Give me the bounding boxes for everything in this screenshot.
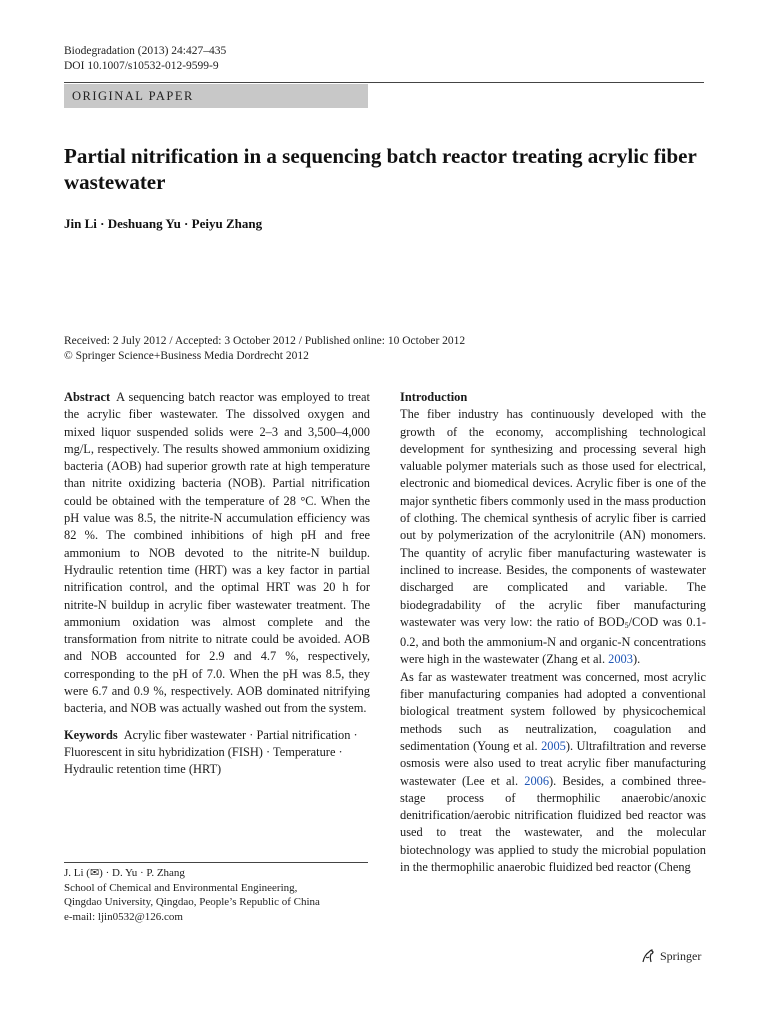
- right-column: [400, 389, 706, 876]
- abstract-text: A sequencing batch reactor was employed to treat the acrylic fiber wastewater. The dissolved oxygen and mixed liquor suspended solids were 2–3 and 3,500–4,000 mg/L, respectively. The results showed ammonium oxidizing bacteria (AOB) had superior growth rate at high temperature than nitrite oxidizing bacteria (NOB). Partial nitrification could be obtained with the temperature of 28 °C. When the pH value was 8.5, the nitrite-N accumulation efficiency was 82 %. The combined inhibitions of high pH and free ammonium to NOB devoted to the nitrite-N buildup. Hydraulic retention time (HRT) was a key factor in partial nitrification control, and the optimal HRT was 20 h for nitrite-N buildup in acrylic fiber wastewater treatment. The ammonium oxidation was almost complete and the transformation from nitrite to nitrate could be avoided. AOB and NOB accounted for 2.9 and 4.7 %, respectively, corresponding to the pH of 7.0. When the pH was 8.5, they were 6.7 and 0.9 %, respectively. AOB dominated nitrifying bacteria, and NOB was actually washed out from the system.: [64, 390, 370, 716]
- footnote-email[interactable]: e-mail: ljin0532@126.com: [64, 910, 183, 923]
- footnote-rule: [64, 862, 368, 863]
- footnote-authors: J. Li (✉) · D. Yu · P. Zhang: [64, 867, 185, 879]
- received-accepted-published: Received: 2 July 2012 / Accepted: 3 October 2012 / Published online: 10 October 2012: [64, 335, 466, 347]
- abstract-label: Abstract: [64, 390, 111, 404]
- article-title: Partial nitrification in a sequencing batch reactor treating acrylic fiber wastewater: [64, 144, 697, 194]
- springer-horse-icon: [640, 948, 656, 964]
- intro-p2c-text: ). Besides, a combined three-stage process of thermophilic anaerobic/anoxic denitrification/aerobic nitrification fluidized bed reactor was used to treat the wastewater, and the molecular biotechnology was applied to study the microbial population in the thermophilic anaerobic fluidized bed reactor (Cheng: [400, 773, 706, 875]
- journal-reference: [64, 44, 226, 74]
- journal-citation: Biodegradation (2013) 24:427–435: [64, 45, 227, 57]
- citation-link[interactable]: 2006: [524, 773, 550, 788]
- paper-type-banner: ORIGINAL PAPER: [64, 84, 368, 108]
- publisher-name: Springer: [660, 948, 702, 963]
- footnote-affiliation-2: Qingdao University, Qingdao, People’s Republic of China: [64, 896, 320, 908]
- introduction-heading: Introduction: [400, 390, 468, 404]
- doi[interactable]: DOI 10.1007/s10532-012-9599-9: [64, 60, 219, 72]
- footnote-affiliation-1: School of Chemical and Environmental Engineering,: [64, 881, 298, 894]
- header-rule: [64, 82, 704, 83]
- citation-link[interactable]: 2003: [608, 652, 633, 667]
- publisher-footer: [640, 948, 701, 964]
- intro-p1c-text: ).: [632, 652, 641, 667]
- publication-dates: [64, 334, 465, 364]
- intro-p1b-text: /COD was 0.1-0.2, and both the ammonium-N and organic-N concentrations were high in the wastewater (Zhang et al.: [400, 614, 706, 667]
- introduction-paragraph-2: [400, 669, 706, 877]
- left-column: [64, 389, 370, 779]
- keywords-label: Keywords: [64, 727, 118, 742]
- introduction-paragraph-1: [400, 406, 706, 668]
- citation-link[interactable]: 2005: [541, 738, 566, 753]
- intro-p1-text: The fiber industry has continuously developed with the growth of the economy, accomplishing technological development for synthesizing and processing several high valuable polymer materials such as those used for electrical, electronic and biomedical devices. Acrylic fiber is one of the major synthetic fibers commonly used in the mass production of clothing. The chemical synthesis of acrylic fiber is carried out by polymerization of the acrylonitrile (AN) monomers. The quantity of acrylic fiber manufacturing wastewater is inclined to increase. Besides, the components of wastewater discharged are complicated and variable. The biodegradability of the acrylic fiber manufacturing wastewater was very low: the ratio of BOD: [400, 407, 706, 629]
- keywords-text: Acrylic fiber wastewater · Partial nitrification · Fluorescent in situ hybridization (FISH) · Temperature · Hydraulic retention time (HRT): [64, 727, 358, 777]
- bod-subscript: 5: [624, 620, 629, 630]
- author-footnote: [64, 866, 320, 924]
- copyright-line: © Springer Science+Business Media Dordrecht 2012: [64, 350, 309, 362]
- abstract: [64, 389, 370, 718]
- author-list: Jin Li · Deshuang Yu · Peiyu Zhang: [64, 216, 263, 231]
- intro-p2b-text: ). Ultrafiltration and reverse osmosis were also used to treat acrylic fiber manufacturing wastewater (Lee et al.: [400, 738, 706, 788]
- keywords: [64, 727, 370, 779]
- intro-p2a-text: As far as wastewater treatment was concerned, most acrylic fiber manufacturing companies had adopted a conventional biological treatment system followed by physicochemical methods such as neutralization, coagulation and sedimentation (Young et al.: [400, 669, 706, 753]
